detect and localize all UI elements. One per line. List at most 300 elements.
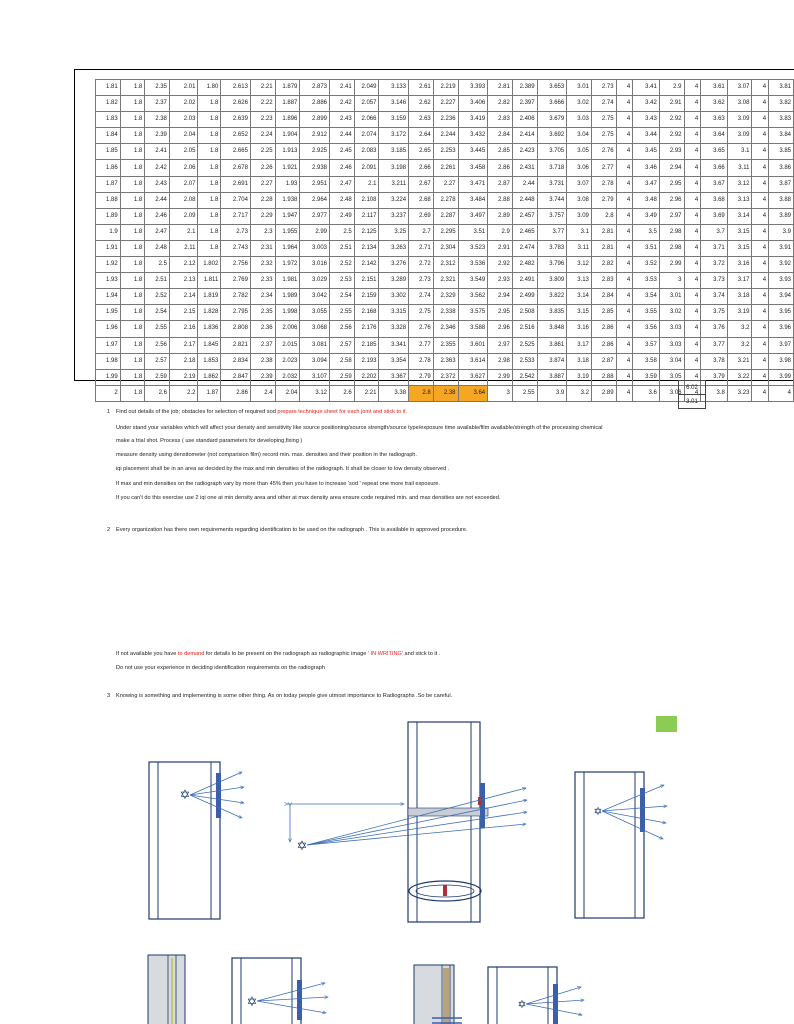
table-cell: 3.17 bbox=[567, 337, 592, 353]
table-cell: 3.22 bbox=[727, 369, 752, 385]
table-cell: 2.72 bbox=[409, 257, 434, 273]
table-cell: 3.14 bbox=[567, 289, 592, 305]
table-cell: 3.67 bbox=[701, 176, 728, 192]
table-cell: 1.88 bbox=[96, 192, 121, 208]
table-cell: 2.79 bbox=[591, 192, 616, 208]
table-cell: 2.77 bbox=[409, 337, 434, 353]
table-cell: 2.41 bbox=[145, 144, 170, 160]
table-cell: 2.15 bbox=[169, 305, 198, 321]
table-cell: 1.921 bbox=[275, 160, 300, 176]
table-cell: 3.04 bbox=[659, 353, 684, 369]
table-cell: 3.2 bbox=[727, 337, 752, 353]
table-cell: 1.83 bbox=[96, 112, 121, 128]
table-cell: 2.05 bbox=[169, 144, 198, 160]
table-cell: 3.09 bbox=[567, 208, 592, 224]
table-cell: 3.731 bbox=[537, 176, 567, 192]
table-cell: 3.536 bbox=[458, 257, 488, 273]
table-cell: 2.312 bbox=[433, 257, 458, 273]
table-cell: 2.44 bbox=[145, 192, 170, 208]
table-cell: 2.85 bbox=[591, 305, 616, 321]
table-cell: 4 bbox=[752, 192, 769, 208]
table-cell: 2.25 bbox=[250, 144, 275, 160]
table-cell: 2.46 bbox=[330, 160, 355, 176]
table-cell: 3.497 bbox=[458, 208, 488, 224]
table-cell: 3.12 bbox=[567, 257, 592, 273]
table-cell: 1.82 bbox=[96, 96, 121, 112]
table-cell: 2.31 bbox=[250, 240, 275, 256]
table-cell: 3.146 bbox=[379, 96, 409, 112]
table-cell: 3.82 bbox=[769, 96, 794, 112]
table-cell: 4 bbox=[752, 257, 769, 273]
table-cell: 3.783 bbox=[537, 240, 567, 256]
table-cell: 3.198 bbox=[379, 160, 409, 176]
table-cell: 4 bbox=[752, 176, 769, 192]
table-cell: 1.8 bbox=[120, 160, 145, 176]
table-cell: 2.86 bbox=[591, 321, 616, 337]
table-cell: 3.19 bbox=[567, 369, 592, 385]
table-cell: 2.491 bbox=[512, 273, 537, 289]
table-cell: 3.5 bbox=[633, 224, 660, 240]
table-cell: 2.474 bbox=[512, 240, 537, 256]
table-cell: 4 bbox=[684, 305, 701, 321]
table-cell: 4 bbox=[616, 369, 633, 385]
table-cell: 3.367 bbox=[379, 369, 409, 385]
table-cell: 2.665 bbox=[221, 144, 251, 160]
table-cell: 4 bbox=[616, 257, 633, 273]
table-cell: 2.431 bbox=[512, 160, 537, 176]
table-cell: 2.756 bbox=[221, 257, 251, 273]
table-cell: 1.87 bbox=[198, 385, 221, 401]
table-cell: 3.98 bbox=[769, 353, 794, 369]
table-cell: 3.666 bbox=[537, 96, 567, 112]
table-cell: 2.19 bbox=[169, 369, 198, 385]
diagram-bottom-right-section bbox=[414, 965, 462, 1024]
table-cell: 2.22 bbox=[250, 96, 275, 112]
table-cell: 2.125 bbox=[354, 224, 379, 240]
table-cell: 2.397 bbox=[512, 96, 537, 112]
table-cell: 2.691 bbox=[221, 176, 251, 192]
table-cell: 4 bbox=[616, 160, 633, 176]
table-cell: 2.16 bbox=[169, 321, 198, 337]
table-cell: 2.704 bbox=[221, 192, 251, 208]
table-cell: 2.76 bbox=[409, 321, 434, 337]
table-cell: 4 bbox=[752, 208, 769, 224]
table-cell: 1.93 bbox=[275, 176, 300, 192]
table-cell: 2.52 bbox=[330, 257, 355, 273]
note-1-line-2: Under stand your variables which will affect your density and sensitivity like source positioning/source strength/source type/exposure time available/film available/strength of the processing chemical bbox=[116, 425, 603, 431]
table-cell: 3.57 bbox=[633, 337, 660, 353]
table-cell: 3.73 bbox=[701, 273, 728, 289]
table-cell: 4 bbox=[752, 160, 769, 176]
table-cell: 2.35 bbox=[250, 305, 275, 321]
table-cell: 2.93 bbox=[659, 144, 684, 160]
note-2-text: and stick to it . bbox=[402, 651, 441, 657]
table-cell: 1.981 bbox=[275, 273, 300, 289]
table-cell: 1.8 bbox=[198, 112, 221, 128]
table-cell: 3.458 bbox=[458, 160, 488, 176]
table-cell: 3.848 bbox=[537, 321, 567, 337]
table-cell: 1.802 bbox=[198, 257, 221, 273]
table-cell: 2.55 bbox=[145, 321, 170, 337]
table-cell: 3.69 bbox=[701, 208, 728, 224]
table-cell: 2.67 bbox=[409, 176, 434, 192]
note-2-text: If not available you have bbox=[116, 651, 178, 657]
table-cell: 3.614 bbox=[458, 353, 488, 369]
table-cell: 1.8 bbox=[198, 128, 221, 144]
table-cell: 2.38 bbox=[250, 353, 275, 369]
table-cell: 3.84 bbox=[769, 128, 794, 144]
table-cell: 2.834 bbox=[221, 353, 251, 369]
table-cell: 1.8 bbox=[198, 96, 221, 112]
table-cell: 2.92 bbox=[659, 128, 684, 144]
table-cell: 2.049 bbox=[354, 80, 379, 96]
note-2-text: for details to be present on the radiograph as radiographic image bbox=[204, 651, 368, 657]
table-cell: 2.46 bbox=[145, 208, 170, 224]
table-cell: 2.88 bbox=[591, 369, 616, 385]
table-cell: 2.108 bbox=[354, 192, 379, 208]
table-cell: 2.482 bbox=[512, 257, 537, 273]
table-cell: 3.12 bbox=[300, 385, 330, 401]
table-cell: 4 bbox=[684, 273, 701, 289]
film-plate bbox=[480, 783, 485, 828]
table-cell: 2.253 bbox=[433, 144, 458, 160]
table-cell: 2.83 bbox=[591, 273, 616, 289]
table-cell: 3.43 bbox=[633, 112, 660, 128]
table-cell: 4 bbox=[752, 224, 769, 240]
radiation-source-icon: ✡ bbox=[296, 838, 308, 853]
table-cell: 2.76 bbox=[591, 144, 616, 160]
table-cell: 3.87 bbox=[769, 176, 794, 192]
table-cell: 3.88 bbox=[769, 192, 794, 208]
table-cell: 1.836 bbox=[198, 321, 221, 337]
table-cell: 2.36 bbox=[250, 321, 275, 337]
table-cell: 3.46 bbox=[633, 160, 660, 176]
table-cell: 2.86 bbox=[221, 385, 251, 401]
table-cell: 2.02 bbox=[169, 96, 198, 112]
table-cell: 1.8 bbox=[120, 385, 145, 401]
table-cell: 4 bbox=[684, 208, 701, 224]
table-cell: 2.899 bbox=[300, 112, 330, 128]
table-cell: 2.89 bbox=[591, 385, 616, 401]
table-cell: 4 bbox=[616, 224, 633, 240]
diagram-double-wall bbox=[288, 722, 527, 922]
table-cell: 3.38 bbox=[379, 385, 409, 401]
table-cell: 2.95 bbox=[659, 176, 684, 192]
note-3-line-1: Knowing is something and implementing is some other thing. As on today people give utmost importance to Radiographs .So be careful. bbox=[116, 693, 453, 699]
table-cell: 2.626 bbox=[221, 96, 251, 112]
table-cell: 3.79 bbox=[701, 369, 728, 385]
table-cell: 3.77 bbox=[701, 337, 728, 353]
table-cell: 3.692 bbox=[537, 128, 567, 144]
table-cell: 3.81 bbox=[769, 80, 794, 96]
table-cell: 3.107 bbox=[300, 369, 330, 385]
table-cell: 2.32 bbox=[250, 257, 275, 273]
table-cell: 2.29 bbox=[250, 208, 275, 224]
table-cell: 2.821 bbox=[221, 337, 251, 353]
note-2-red-text: to demand bbox=[177, 651, 205, 657]
table-cell: 1.81 bbox=[96, 80, 121, 96]
table-cell: 2.73 bbox=[591, 80, 616, 96]
table-cell: 2.23 bbox=[250, 112, 275, 128]
table-cell: 2.7 bbox=[409, 224, 434, 240]
table-cell: 3.17 bbox=[727, 273, 752, 289]
table-cell: 3.99 bbox=[769, 369, 794, 385]
table-cell: 3.41 bbox=[633, 80, 660, 96]
table-cell: 1.853 bbox=[198, 353, 221, 369]
table-cell: 1.879 bbox=[275, 80, 300, 96]
table-cell: 3.05 bbox=[659, 369, 684, 385]
table-cell: 3.75 bbox=[701, 305, 728, 321]
film-plate bbox=[553, 984, 558, 1024]
table-cell: 2.33 bbox=[250, 273, 275, 289]
table-cell: 3.65 bbox=[701, 144, 728, 160]
table-cell: 3.172 bbox=[379, 128, 409, 144]
table-cell: 2.083 bbox=[354, 144, 379, 160]
table-cell: 3 bbox=[488, 385, 513, 401]
table-cell: 2.717 bbox=[221, 208, 251, 224]
table-cell: 2.678 bbox=[221, 160, 251, 176]
table-cell: 2.66 bbox=[409, 160, 434, 176]
radiation-source-icon: ✡ bbox=[593, 806, 603, 818]
table-cell: 1.8 bbox=[120, 144, 145, 160]
table-cell: 2.98 bbox=[659, 240, 684, 256]
table-cell: 1.8 bbox=[198, 192, 221, 208]
table-cell: 1.8 bbox=[198, 144, 221, 160]
table-cell: 2.68 bbox=[409, 192, 434, 208]
table-cell: 2.938 bbox=[300, 160, 330, 176]
table-cell: 3.12 bbox=[727, 176, 752, 192]
table-cell: 3.185 bbox=[379, 144, 409, 160]
table-cell: 2.54 bbox=[330, 289, 355, 305]
table-cell: 2 bbox=[96, 385, 121, 401]
table-cell: 2.26 bbox=[250, 160, 275, 176]
table-cell: 4 bbox=[684, 192, 701, 208]
note-1-line-6: If max and min densities on the radiograph vary by more than 45% then you have to increase 'sod ' repeat one more trail exposure. bbox=[116, 481, 440, 487]
table-cell: 3.19 bbox=[727, 305, 752, 321]
table-cell: 4 bbox=[616, 176, 633, 192]
table-cell: 4 bbox=[684, 96, 701, 112]
table-cell: 2.43 bbox=[330, 112, 355, 128]
table-cell: 2.94 bbox=[659, 160, 684, 176]
table-cell: 2.63 bbox=[409, 112, 434, 128]
table-cell: 3.92 bbox=[769, 257, 794, 273]
table-cell: 3.744 bbox=[537, 192, 567, 208]
table-cell: 2.18 bbox=[169, 353, 198, 369]
table-cell: 2.04 bbox=[275, 385, 300, 401]
table-cell: 1.8 bbox=[198, 208, 221, 224]
table-cell: 2.261 bbox=[433, 160, 458, 176]
table-cell: 1.955 bbox=[275, 224, 300, 240]
table-cell: 3.549 bbox=[458, 273, 488, 289]
table-cell: 2.613 bbox=[221, 80, 251, 96]
table-cell: 3.289 bbox=[379, 273, 409, 289]
radiation-source-icon: ✡ bbox=[179, 787, 191, 802]
table-cell: 2.51 bbox=[145, 273, 170, 289]
table-cell: 1.85 bbox=[96, 144, 121, 160]
table-cell: 3.52 bbox=[633, 257, 660, 273]
table-cell: 2.769 bbox=[221, 273, 251, 289]
table-cell: 2.795 bbox=[221, 305, 251, 321]
table-cell: 3.406 bbox=[458, 96, 488, 112]
table-cell: 1.96 bbox=[96, 321, 121, 337]
table-cell: 2.244 bbox=[433, 128, 458, 144]
table-cell: 2.55 bbox=[330, 305, 355, 321]
table-cell: 3.45 bbox=[633, 144, 660, 160]
table-cell: 3.03 bbox=[567, 112, 592, 128]
table-cell: 2.42 bbox=[145, 160, 170, 176]
table-cell: 2.73 bbox=[221, 224, 251, 240]
table-cell: 1.972 bbox=[275, 257, 300, 273]
table-cell: 2.86 bbox=[591, 337, 616, 353]
table-cell: 1.904 bbox=[275, 128, 300, 144]
note-1-text: Find out details of the job; obstacles for selection of required sod bbox=[116, 409, 278, 415]
table-cell: 2.65 bbox=[409, 144, 434, 160]
table-cell: 4 bbox=[616, 192, 633, 208]
table-cell: 3.679 bbox=[537, 112, 567, 128]
table-cell: 2.95 bbox=[488, 305, 513, 321]
table-cell: 2.808 bbox=[221, 321, 251, 337]
note-1-line-3: make a trial shot. Process ( use standard parameters for developing,fixing ) bbox=[116, 438, 303, 444]
table-cell: 2.98 bbox=[659, 224, 684, 240]
table-cell: 1.8 bbox=[120, 257, 145, 273]
table-cell: 2.847 bbox=[221, 369, 251, 385]
table-cell: 3.53 bbox=[633, 273, 660, 289]
table-cell: 2.58 bbox=[330, 353, 355, 369]
table-cell: 3.341 bbox=[379, 337, 409, 353]
table-cell: 2.37 bbox=[145, 96, 170, 112]
table-cell: 3.06 bbox=[567, 160, 592, 176]
table-cell: 4 bbox=[752, 289, 769, 305]
table-cell: 4 bbox=[616, 80, 633, 96]
diagram-bottom-left bbox=[148, 955, 185, 1024]
table-cell: 4 bbox=[616, 337, 633, 353]
table-cell: 3.78 bbox=[701, 353, 728, 369]
table-cell: 4 bbox=[616, 385, 633, 401]
table-cell: 3.2 bbox=[727, 321, 752, 337]
table-cell: 4 bbox=[616, 240, 633, 256]
table-cell: 2.91 bbox=[488, 240, 513, 256]
table-cell: 1.91 bbox=[96, 240, 121, 256]
table-cell: 2.639 bbox=[221, 112, 251, 128]
table-cell: 3.393 bbox=[458, 80, 488, 96]
table-cell: 2.4 bbox=[250, 385, 275, 401]
table-cell: 2.08 bbox=[169, 192, 198, 208]
table-cell: 3.74 bbox=[701, 289, 728, 305]
table-cell: 1.887 bbox=[275, 96, 300, 112]
table-cell: 3.562 bbox=[458, 289, 488, 305]
table-cell: 2.81 bbox=[591, 224, 616, 240]
table-cell: 2.59 bbox=[145, 369, 170, 385]
table-cell: 1.811 bbox=[198, 273, 221, 289]
table-cell: 2.39 bbox=[250, 369, 275, 385]
table-cell: 2.54 bbox=[145, 305, 170, 321]
table-cell: 2.159 bbox=[354, 289, 379, 305]
table-cell: 3.71 bbox=[701, 240, 728, 256]
table-cell: 2.81 bbox=[591, 240, 616, 256]
table-cell: 2.48 bbox=[145, 240, 170, 256]
table-cell: 4 bbox=[752, 353, 769, 369]
table-cell: 3.484 bbox=[458, 192, 488, 208]
table-cell: 3.523 bbox=[458, 240, 488, 256]
table-cell: 3.354 bbox=[379, 353, 409, 369]
table-cell: 3.07 bbox=[727, 80, 752, 96]
table-cell: 2.287 bbox=[433, 208, 458, 224]
table-cell: 2.448 bbox=[512, 192, 537, 208]
table-cell: 1.8 bbox=[120, 369, 145, 385]
table-cell: 2.457 bbox=[512, 208, 537, 224]
table-cell: 2.64 bbox=[409, 128, 434, 144]
table-cell: 2.24 bbox=[250, 128, 275, 144]
table-cell: 3.835 bbox=[537, 305, 567, 321]
table-cell: 3.03 bbox=[659, 337, 684, 353]
table-cell: 3.16 bbox=[727, 257, 752, 273]
table-cell: 2.74 bbox=[409, 289, 434, 305]
table-cell: 2.34 bbox=[250, 289, 275, 305]
table-cell: 2.912 bbox=[300, 128, 330, 144]
table-cell: 2.38 bbox=[145, 112, 170, 128]
table-cell: 1.8 bbox=[120, 192, 145, 208]
table-cell: 1.845 bbox=[198, 337, 221, 353]
table-cell: 2.389 bbox=[512, 80, 537, 96]
table-cell: 3.06 bbox=[659, 385, 684, 401]
table-cell: 2.533 bbox=[512, 353, 537, 369]
table-cell: 2.73 bbox=[409, 273, 434, 289]
table-cell: 2.6 bbox=[330, 385, 355, 401]
table-cell: 2.04 bbox=[169, 128, 198, 144]
table-cell: 2.5 bbox=[145, 257, 170, 273]
table-cell: 2.006 bbox=[275, 321, 300, 337]
table-cell: 3.86 bbox=[769, 160, 794, 176]
table-cell: 2.278 bbox=[433, 192, 458, 208]
table-cell: 4 bbox=[616, 353, 633, 369]
note-1-line-5: iqi placement shall be in an area as decided by the max and min densities of the radiograph. It shall be closer to low density observed . bbox=[116, 466, 450, 472]
table-cell: 1.913 bbox=[275, 144, 300, 160]
note-2-line-1: Every organization has there own requirements regarding identification to be used on the radiograph . This is available in approved procedure. bbox=[116, 527, 468, 533]
table-cell: 2.6 bbox=[145, 385, 170, 401]
table-cell: 1.989 bbox=[275, 289, 300, 305]
table-cell: 3.02 bbox=[659, 305, 684, 321]
table-cell: 3.068 bbox=[300, 321, 330, 337]
table-cell: 3.705 bbox=[537, 144, 567, 160]
table-cell: 2.01 bbox=[169, 80, 198, 96]
table-cell: 2.92 bbox=[659, 112, 684, 128]
table-cell: 2.62 bbox=[409, 96, 434, 112]
table-cell: 3.601 bbox=[458, 337, 488, 353]
table-cell: 3.14 bbox=[727, 208, 752, 224]
table-cell: 2.84 bbox=[591, 289, 616, 305]
table-cell: 3.874 bbox=[537, 353, 567, 369]
table-cell: 2.13 bbox=[169, 273, 198, 289]
table-cell: 4 bbox=[616, 96, 633, 112]
table-cell: 3.83 bbox=[769, 112, 794, 128]
table-cell: 2.1 bbox=[354, 176, 379, 192]
table-cell: 2.091 bbox=[354, 160, 379, 176]
table-cell: 3.89 bbox=[769, 208, 794, 224]
table-cell: 3.64 bbox=[458, 385, 488, 401]
table-cell: 3.419 bbox=[458, 112, 488, 128]
table-cell: 3.96 bbox=[769, 321, 794, 337]
table-cell: 2.219 bbox=[433, 80, 458, 96]
table-cell: 2.78 bbox=[591, 176, 616, 192]
table-cell: 3.55 bbox=[633, 305, 660, 321]
table-cell: 4 bbox=[752, 96, 769, 112]
table-cell: 1.938 bbox=[275, 192, 300, 208]
note-3-number: 3 bbox=[107, 693, 111, 699]
table-cell: 2.43 bbox=[145, 176, 170, 192]
table-cell: 3.757 bbox=[537, 208, 567, 224]
table-cell: 2.42 bbox=[330, 96, 355, 112]
table-cell: 4 bbox=[684, 160, 701, 176]
